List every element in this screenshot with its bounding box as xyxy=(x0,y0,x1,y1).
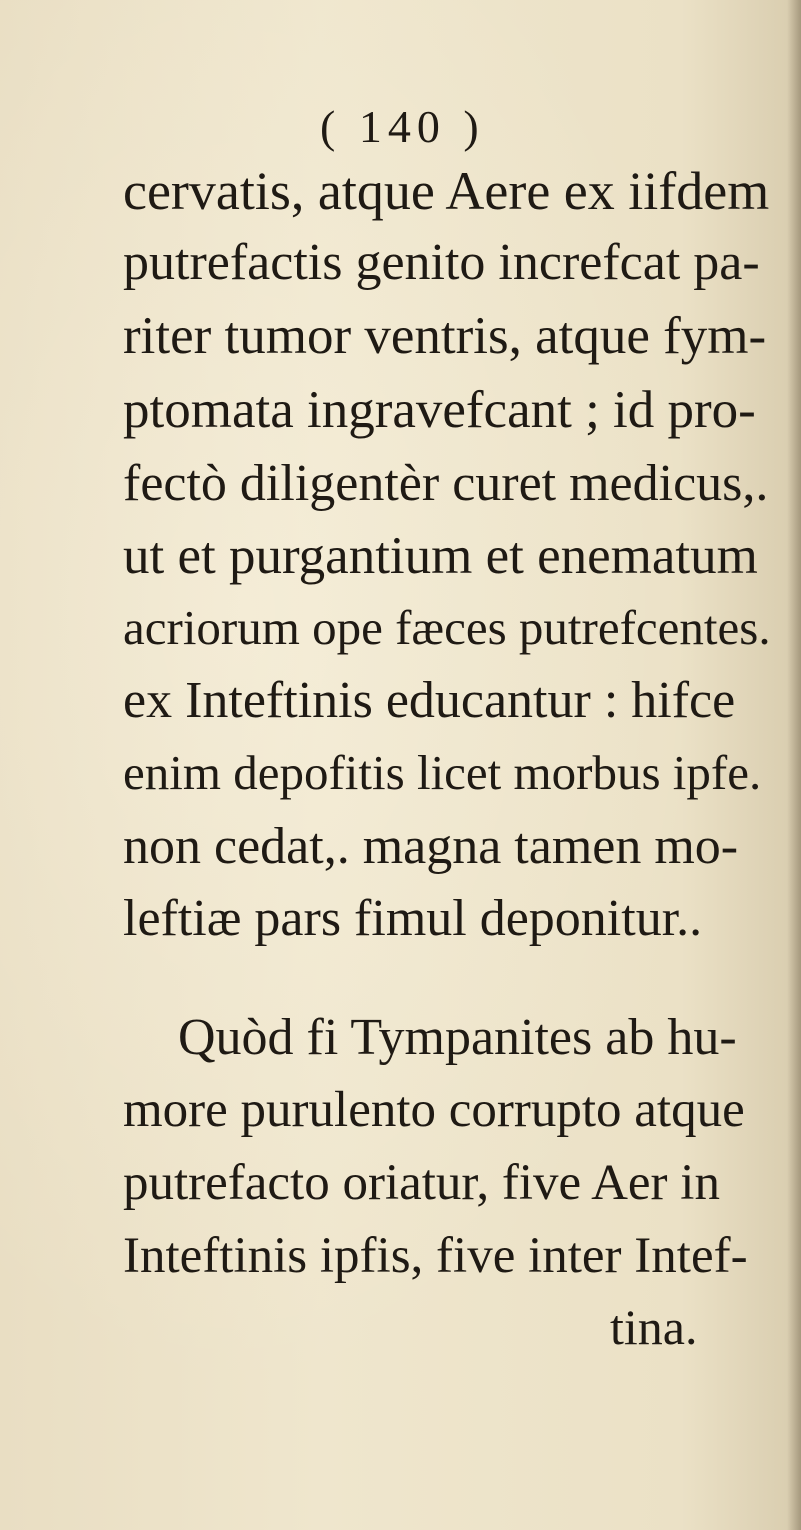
text-line: cervatis, atque Aere ex iifdem xyxy=(123,161,770,221)
text-line: leftiæ pars fimul deponitur.. xyxy=(123,890,703,947)
text-line: more purulento corrupto atque xyxy=(123,1082,745,1138)
text-line: enim depofitis licet morbus ipfe. xyxy=(123,745,762,800)
text-line: riter tumor ventris, atque fym- xyxy=(123,307,767,365)
text-line: ut et purgantium et enematum xyxy=(123,527,758,585)
text-line: ptomata ingravefcant ; id pro- xyxy=(123,381,756,439)
text-line: Quòd fi Tympanites ab hu- xyxy=(178,1009,737,1066)
text-line: fectò diligentèr curet medicus,. xyxy=(123,455,769,512)
text-line: putrefactis genito increfcat pa- xyxy=(123,234,760,291)
text-line: non cedat,. magna tamen mo- xyxy=(123,818,739,875)
page-number: ( 140 ) xyxy=(320,101,485,152)
text-line: acriorum ope fæces putrefcentes. xyxy=(123,600,771,655)
text-line: ex Inteftinis educantur : hifce xyxy=(123,672,736,729)
page-edge-shadow xyxy=(787,0,801,1530)
text-line: Inteftinis ipfis, five inter Intef- xyxy=(123,1228,748,1284)
text-line: tina. xyxy=(610,1299,698,1355)
text-line: putrefacto oriatur, five Aer in xyxy=(123,1155,720,1211)
